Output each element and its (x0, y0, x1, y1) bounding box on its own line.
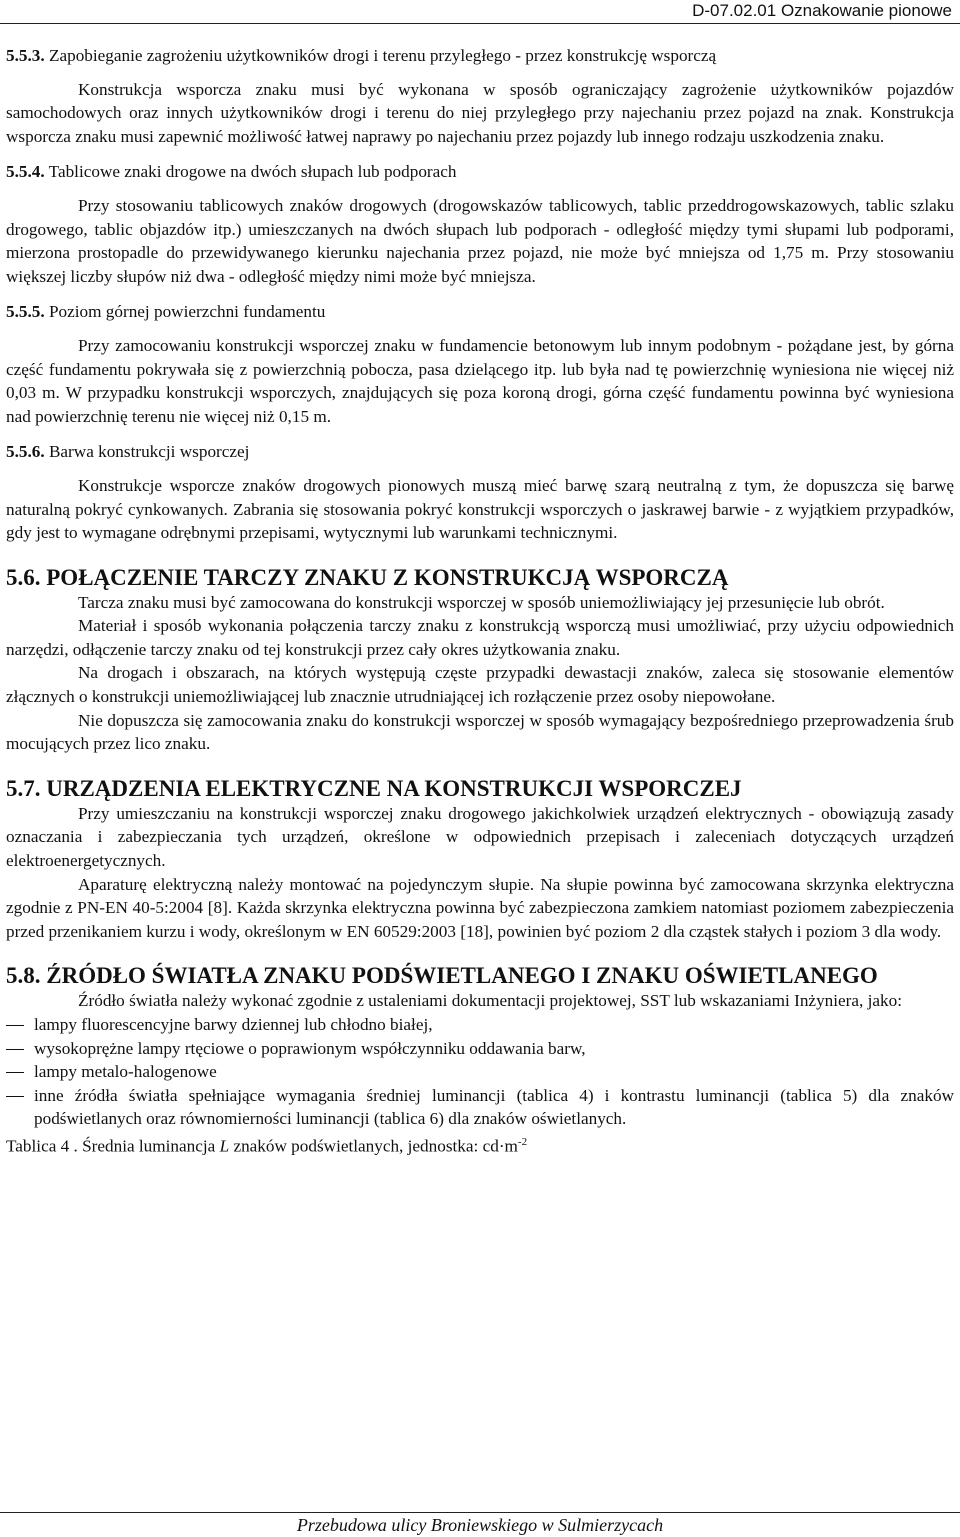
page-header: D-07.02.01 Oznakowanie pionowe (692, 1, 952, 20)
paragraph: Materiał i sposób wykonania połączenia tarczy znaku z konstrukcją wsporczą musi umożliwiać, przy użyciu odpowiednich narzędzi, odłączenie tarczy znaku od tej konstrukcji przez cały okres użytkowania znaku. (6, 616, 954, 659)
paragraph: Przy zamocowaniu konstrukcji wsporczej znaku w fundamencie betonowym lub innym podobnym - pożądane jest, by górna część fundamentu pokrywała się z powierzchnią pobocza, pasa dzielącego itp. lub była nad tę powierzchnię wyniesiona nie więcej niż 0,03 m. W przypadku konstrukcji wsporczych, znajdujących się poza koroną drogi, górna część fundamentu powinna być wyniesiona nad powierzchnię terenu nie więcej niż 0,15 m. (6, 335, 954, 426)
subsection-title-text: Tablicowe znaki drogowe na dwóch słupach lub podporach (44, 162, 457, 182)
paragraph: Konstrukcja wsporcza znaku musi być wykonana w sposób ograniczający zagrożenie użytkowników pojazdów samochodowych oraz innych użytkowników drogi i terenu do niej przyległego przy najechaniu przez pojazd na znak. Konstrukcja wsporcza znaku musi zapewnić możliwość łatwej naprawy po najechaniu przez pojazdy lub innego rodzaju uszkodzenia znaku. (6, 79, 954, 146)
subsection-title-554 (6, 160, 954, 184)
light-source-list (6, 1013, 954, 1131)
subsection-number: 5.5.3. (6, 46, 45, 65)
subsection-number: 5.5.6. (6, 442, 45, 462)
page-footer: Przebudowa ulicy Broniewskiego w Sulmierzycach (296, 1515, 664, 1535)
paragraph: Źródło światła należy wykonać zgodnie z ustaleniami dokumentacji projektowej, SST lub wskazaniami Inżyniera, jako: (78, 991, 902, 1011)
section-heading-57: 5.7. URZĄDZENIA ELEKTRYCZNE NA KONSTRUKCJI WSPORCZEJ (6, 775, 742, 801)
paragraph: Tarcza znaku musi być zamocowana do konstrukcji wsporczej w sposób uniemożliwiający jej przesunięcie lub obrót. (78, 592, 885, 612)
paragraph: Na drogach i obszarach, na których występują częste przypadki dewastacji znaków, zaleca się stosowanie elementów złącznych o konstrukcji uniemożliwiającej lub znacznie utrudniającej ich rozłączenie przez osoby niepowołane. (6, 663, 954, 707)
section-heading-58: 5.8. ŹRÓDŁO ŚWIATŁA ZNAKU PODŚWIETLANEGO I ZNAKU OŚWIETLANEGO (6, 963, 878, 989)
section-heading-56: 5.6. POŁĄCZENIE TARCZY ZNAKU Z KONSTRUKCJĄ WSPORCZĄ (6, 564, 729, 590)
list-item: lampy fluorescencyjne barwy dziennej lub chłodno białej, (6, 1013, 954, 1037)
list-item: lampy metalo-halogenowe (6, 1060, 954, 1084)
table-caption (6, 1131, 954, 1158)
subsection-title-555 (6, 300, 954, 324)
unit-exponent: -2 (517, 1135, 528, 1148)
subsection-title-553 (6, 44, 954, 68)
header-rule (0, 23, 960, 24)
paragraph: Nie dopuszcza się zamocowania znaku do konstrukcji wsporczej w sposób wymagający bezpośredniego przeprowadzenia śrub mocujących przez lico znaku. (6, 710, 954, 754)
subsection-title-text: Zapobieganie zagrożeniu użytkowników drogi i terenu przyległego - przez konstrukcję wsporczą (44, 46, 717, 65)
paragraph: Przy stosowaniu tablicowych znaków drogowych (drogowskazów tablicowych, tablic przeddrogowskazowych, tablic szlaku drogowego, tablic objazdów itp.) umieszczanych na dwóch słupach lub podporach - odległość między tymi słupami lub podporami, mierzona prostopadle do przewidywanego kierunku najechania przez pojazd, nie może być mniejsza od 1,75 m. Przy stosowaniu większej liczby słupów niż dwa - odległość między nimi może być mniejsza. (6, 195, 954, 286)
luminance-symbol: L (219, 1136, 230, 1156)
subsection-number: 5.5.5. (6, 302, 45, 322)
paragraph: Przy umieszczaniu na konstrukcji wsporczej znaku drogowego jakichkolwiek urządzeń elektrycznych - obowiązują zasady oznaczania i zabezpieczania tych urządzeń, określone w odpowiednich przepisach i zaleceniach dotyczących urządzeń elektroenergetycznych. (6, 803, 954, 871)
table-caption-unit: znaków podświetlanych, jednostka: cd·m (229, 1136, 518, 1156)
paragraph: Aparaturę elektryczną należy montować na pojedynczym słupie. Na słupie powinna być zamocowana skrzynka elektryczna zgodnie z PN-EN 40-5:2004 [8]. Każda skrzynka elektryczna powinna być zabezpieczona zamkiem natomiast poziomem zabezpieczenia przed przenikaniem kurzu i wody, określonym w EN 60529:2003 [18], powinien być poziom 2 dla cząstek stałych i poziom 3 dla wody. (6, 874, 954, 941)
subsection-title-556 (6, 440, 954, 464)
subsection-title-text: Poziom górnej powierzchni fundamentu (44, 302, 326, 322)
list-item: inne źródła światła spełniające wymagania średniej luminancji (tablica 4) i kontrastu luminancji (tablica 5) dla znaków podświetlanych oraz równomierności luminancji (tablica 6) dla znaków oświetlanych. (6, 1084, 954, 1131)
page-content (6, 44, 954, 1158)
table-caption-text: Średnia luminancja (77, 1136, 220, 1156)
subsection-title-text: Barwa konstrukcji wsporczej (44, 442, 250, 462)
table-caption-label: Tablica 4 . (6, 1136, 78, 1156)
paragraph: Konstrukcje wsporcze znaków drogowych pionowych muszą mieć barwę szarą neutralną z tym, że dopuszcza się barwę naturalną pokryć cynkowanych. Zabrania się stosowania pokryć konstrukcji wsporczych o jaskrawej barwie - z wyjątkiem przypadków, gdy jest to wymagane odrębnymi przepisami, wytycznymi lub warunkami technicznymi. (6, 475, 954, 543)
subsection-number: 5.5.4. (6, 162, 45, 182)
list-item: wysokoprężne lampy rtęciowe o poprawionym współczynniku oddawania barw, (6, 1037, 954, 1061)
footer-rule (0, 1512, 960, 1513)
